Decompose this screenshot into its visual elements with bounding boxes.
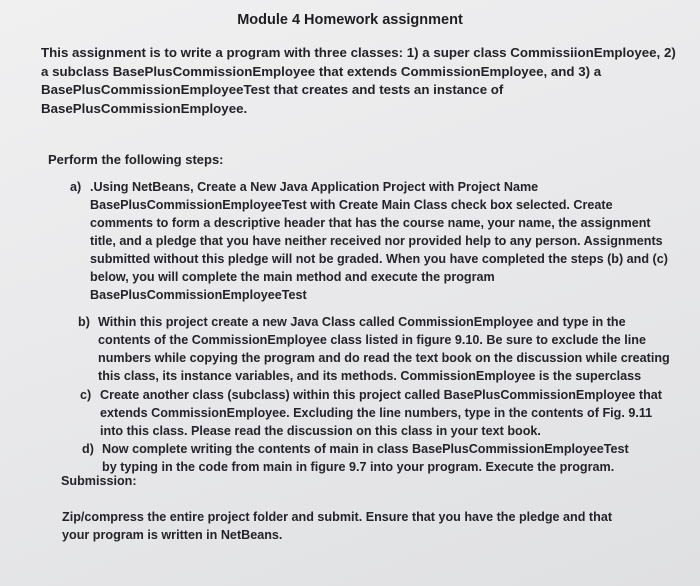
step-text: Create another class (subclass) within this project called BasePlusCommissionEmployee that extends CommissionEmployee. Excluding the line numbers, type in the contents of Fig. 9.11 into this class. Please read the discussion on this class in your text book. <box>100 388 662 438</box>
submission-label: Submission: <box>61 474 137 488</box>
step-marker: b) <box>78 315 90 329</box>
page-title: Module 4 Homework assignment <box>237 12 463 28</box>
step-marker: c) <box>80 388 92 402</box>
step-marker: a) <box>70 180 82 194</box>
intro-paragraph: This assignment is to write a program with three classes: 1) a super class CommissiionEmployee, 2) a subclass BasePlusCommissionEmployee that extends CommissionEmployee, and 3) a BasePlusCommissionEmployeeTest that creates and tests an instance of BasePlusCommissionEmployee. <box>41 45 676 116</box>
steps-heading: Perform the following steps: <box>48 152 224 167</box>
submission-text: Zip/compress the entire project folder and submit. Ensure that you have the pledge and that your program is written in NetBeans. <box>62 510 613 542</box>
step-text: Now complete writing the contents of main in class BasePlusCommissionEmployeeTest by typing in the code from main in figure 9.7 into your program. Execute the program. <box>102 442 629 474</box>
step-marker: d) <box>82 442 94 456</box>
step-text: .Using NetBeans, Create a New Java Application Project with Project Name BasePlusCommissionEmployeeTest with Create Main Class check box selected. Create comments to form a descriptive header that has the course name, your name, the assignment title, and a pledge that you have neither received nor provided help to any person. Assignments submitted without this pledge will not be graded. When you have completed the steps (b) and (c) below, you will complete the main method and execute the program BasePlusCommissionEmployeeTest <box>90 180 668 302</box>
step-text: Within this project create a new Java Class called CommissionEmployee and type in the contents of the CommissionEmployee class listed in figure 9.10. Be sure to exclude the line numbers while copying the program and do read the text book on the discussion while creating this class, its instance variables, and its methods. CommissionEmployee is the superclass <box>98 315 670 383</box>
